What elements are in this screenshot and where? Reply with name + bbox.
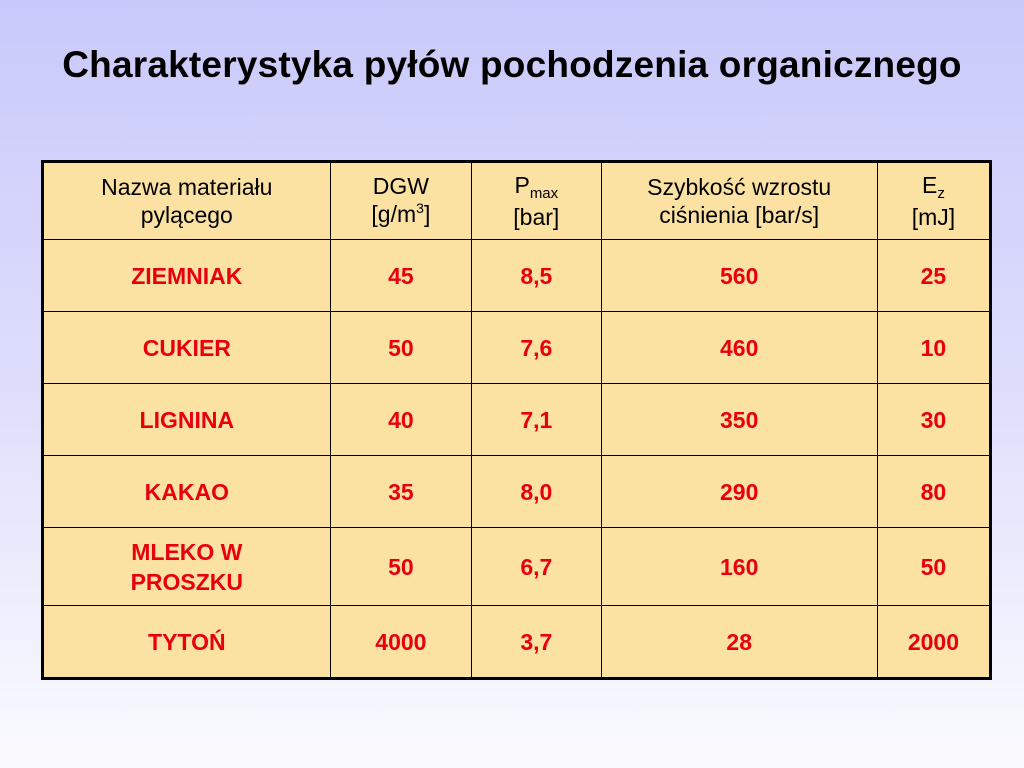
table-row [43, 456, 991, 528]
header-material-name [43, 162, 331, 240]
header-dgw [330, 162, 471, 240]
table-header-row [43, 162, 991, 240]
header-material-line-1: Nazwa materiału [101, 174, 273, 200]
header-rate-line-2: ciśnienia [bar/s] [659, 202, 820, 228]
cell-material-line-2: PROSZKU [130, 568, 244, 595]
cell-pmax: 6,7 [472, 528, 601, 606]
cell-dgw: 50 [330, 312, 471, 384]
cell-ez: 80 [877, 456, 990, 528]
cell-dgw: 35 [330, 456, 471, 528]
cell-pressure-rise-rate: 160 [601, 528, 877, 606]
cell-pressure-rise-rate: 560 [601, 240, 877, 312]
header-pmax-symbol: P [514, 172, 530, 198]
cell-material [43, 528, 331, 606]
cell-dgw: 45 [330, 240, 471, 312]
cell-material: TYTOŃ [43, 606, 331, 679]
header-pmax-unit: [bar] [513, 204, 560, 230]
header-ez-unit: [mJ] [911, 204, 956, 230]
header-dgw-unit-prefix: [g/m [371, 200, 417, 227]
cell-material: ZIEMNIAK [43, 240, 331, 312]
cell-ez: 30 [877, 384, 990, 456]
header-dgw-unit-superscript: 3 [416, 199, 424, 216]
header-dgw-name: DGW [372, 172, 429, 199]
cell-pressure-rise-rate: 28 [601, 606, 877, 679]
header-material-line-2: pylącego [140, 202, 233, 228]
slide-title: Charakterystyka pyłów pochodzenia organicznego [62, 44, 962, 85]
cell-material: KAKAO [43, 456, 331, 528]
header-dgw-unit [371, 201, 430, 227]
cell-pmax: 7,1 [472, 384, 601, 456]
cell-dgw: 40 [330, 384, 471, 456]
cell-material: CUKIER [43, 312, 331, 384]
header-ez-subscript: z [937, 185, 945, 202]
cell-dgw: 4000 [330, 606, 471, 679]
cell-material-line-1: MLEKO W [131, 538, 243, 565]
cell-pressure-rise-rate: 460 [601, 312, 877, 384]
table-row [43, 528, 991, 606]
cell-material: LIGNINA [43, 384, 331, 456]
header-pmax [472, 162, 601, 240]
dust-properties-table [41, 160, 992, 680]
header-ez-symbol-group [922, 172, 945, 202]
cell-dgw: 50 [330, 528, 471, 606]
table-row [43, 384, 991, 456]
header-dgw-unit-suffix: ] [423, 200, 431, 227]
cell-pmax: 8,0 [472, 456, 601, 528]
cell-ez: 2000 [877, 606, 990, 679]
cell-pmax: 3,7 [472, 606, 601, 679]
table-row [43, 240, 991, 312]
table-row [43, 606, 991, 679]
header-pmax-subscript: max [529, 185, 559, 202]
cell-pmax: 7,6 [472, 312, 601, 384]
table-row [43, 312, 991, 384]
header-pressure-rise-rate [601, 162, 877, 240]
header-pmax-symbol-group [514, 172, 559, 202]
header-ez-symbol: E [922, 172, 938, 198]
header-ez [877, 162, 990, 240]
cell-pmax: 8,5 [472, 240, 601, 312]
cell-pressure-rise-rate: 350 [601, 384, 877, 456]
cell-ez: 25 [877, 240, 990, 312]
cell-ez: 50 [877, 528, 990, 606]
cell-ez: 10 [877, 312, 990, 384]
header-rate-line-1: Szybkość wzrostu [647, 174, 832, 200]
cell-pressure-rise-rate: 290 [601, 456, 877, 528]
